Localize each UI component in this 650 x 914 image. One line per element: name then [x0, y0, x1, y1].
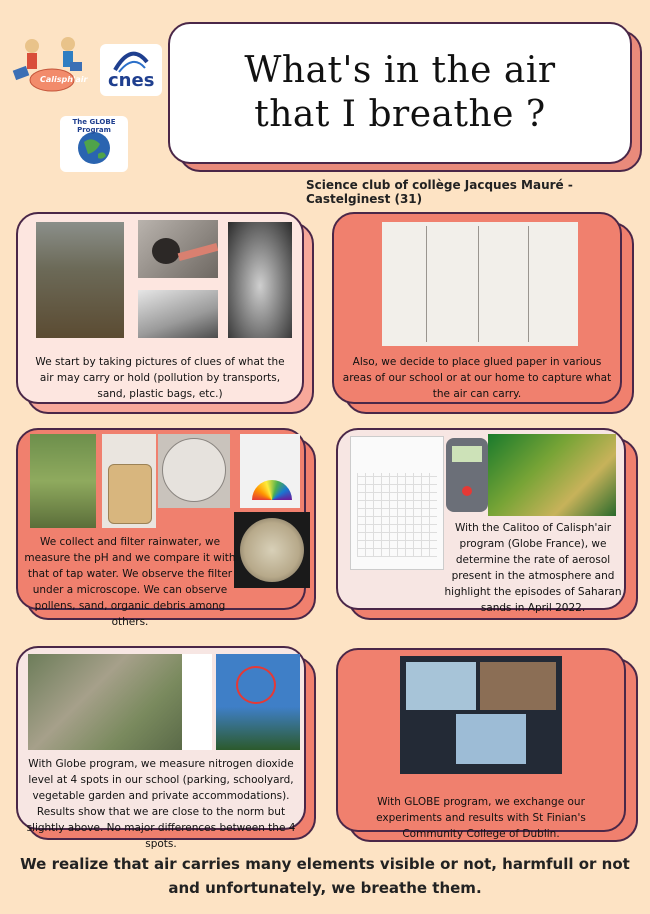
photo-exhaust-pipe [138, 220, 218, 278]
photo-filter-jar [102, 434, 156, 528]
photo-sand-map [488, 434, 616, 516]
panel-nitrogen-caption: With Globe program, we measure nitrogen dioxide level at 4 spots in our school (parking, schoolyard, vegetable garden and private accommodations). Results show that we are close to the norm but slightly above. No major differences between the 4 spots. [26, 758, 296, 850]
panel-paper [332, 212, 622, 404]
panel-clues-caption: We start by taking pictures of clues of what the air may carry or hold (pollution by transports, sand, plastic bags, etc.) [35, 356, 285, 400]
photo-ph-chart [240, 434, 300, 508]
photo-microscope [234, 512, 310, 588]
panel-paper-caption: Also, we decide to place glued paper in various areas of our school or at our home to capture what the air can carry. [342, 356, 612, 400]
panel-exchange [336, 648, 626, 840]
photo-data-sheet [350, 436, 444, 570]
photo-video-call [400, 656, 562, 774]
photo-calitoo-device [446, 438, 488, 512]
photo-sensor-pole [216, 654, 300, 750]
page-title: What's in the air that I breathe ? [244, 50, 556, 135]
calisphair-logo-graphic [10, 28, 90, 98]
cnes-logo [100, 44, 162, 96]
panel-clues [16, 212, 304, 404]
panel-calitoo [336, 428, 626, 614]
subtitle: Science club of collège Jacques Mauré - Castelginest (31) [306, 178, 573, 206]
panel-nitrogen [16, 646, 306, 850]
photo-window-grime [138, 290, 218, 338]
photo-school-aerial [28, 654, 182, 750]
panel-rainwater-caption: We collect and filter rainwater, we measure the pH and we compare it with that of tap water. We observe the filter under a microscope. We can observe pollens, sand, organic debris among others. [24, 536, 236, 628]
photo-riverbank [36, 222, 124, 338]
panel-exchange-caption: With GLOBE program, we exchange our experiments and results with St Finian's Community College of Dublin. [376, 796, 586, 840]
panel-rainwater [16, 428, 306, 628]
globe-program-logo [60, 116, 128, 172]
photo-rain-collector [30, 434, 96, 528]
photo-glued-paper [382, 222, 578, 346]
panel-calitoo-caption: With the Calitoo of Calisph'air program (Globe France), we determine the rate of aerosol present in the atmosphere and highlight the episodes of Saharan sands in April 2022. [444, 522, 622, 614]
photo-legend-note [182, 654, 212, 750]
photo-petri-dishes [158, 434, 230, 508]
globe-program-logo-text: The GLOBE Program [72, 118, 116, 134]
cnes-logo-text: cnes [108, 70, 155, 91]
calisphair-logo [10, 28, 90, 98]
calisphair-logo-text: Calisph'air [40, 75, 88, 84]
photo-smoke [228, 222, 292, 338]
conclusion-text: We realize that air carries many elements visible or not, harmfull or not and unfortunately, we breathe them. [20, 855, 630, 897]
title-box [168, 22, 632, 164]
